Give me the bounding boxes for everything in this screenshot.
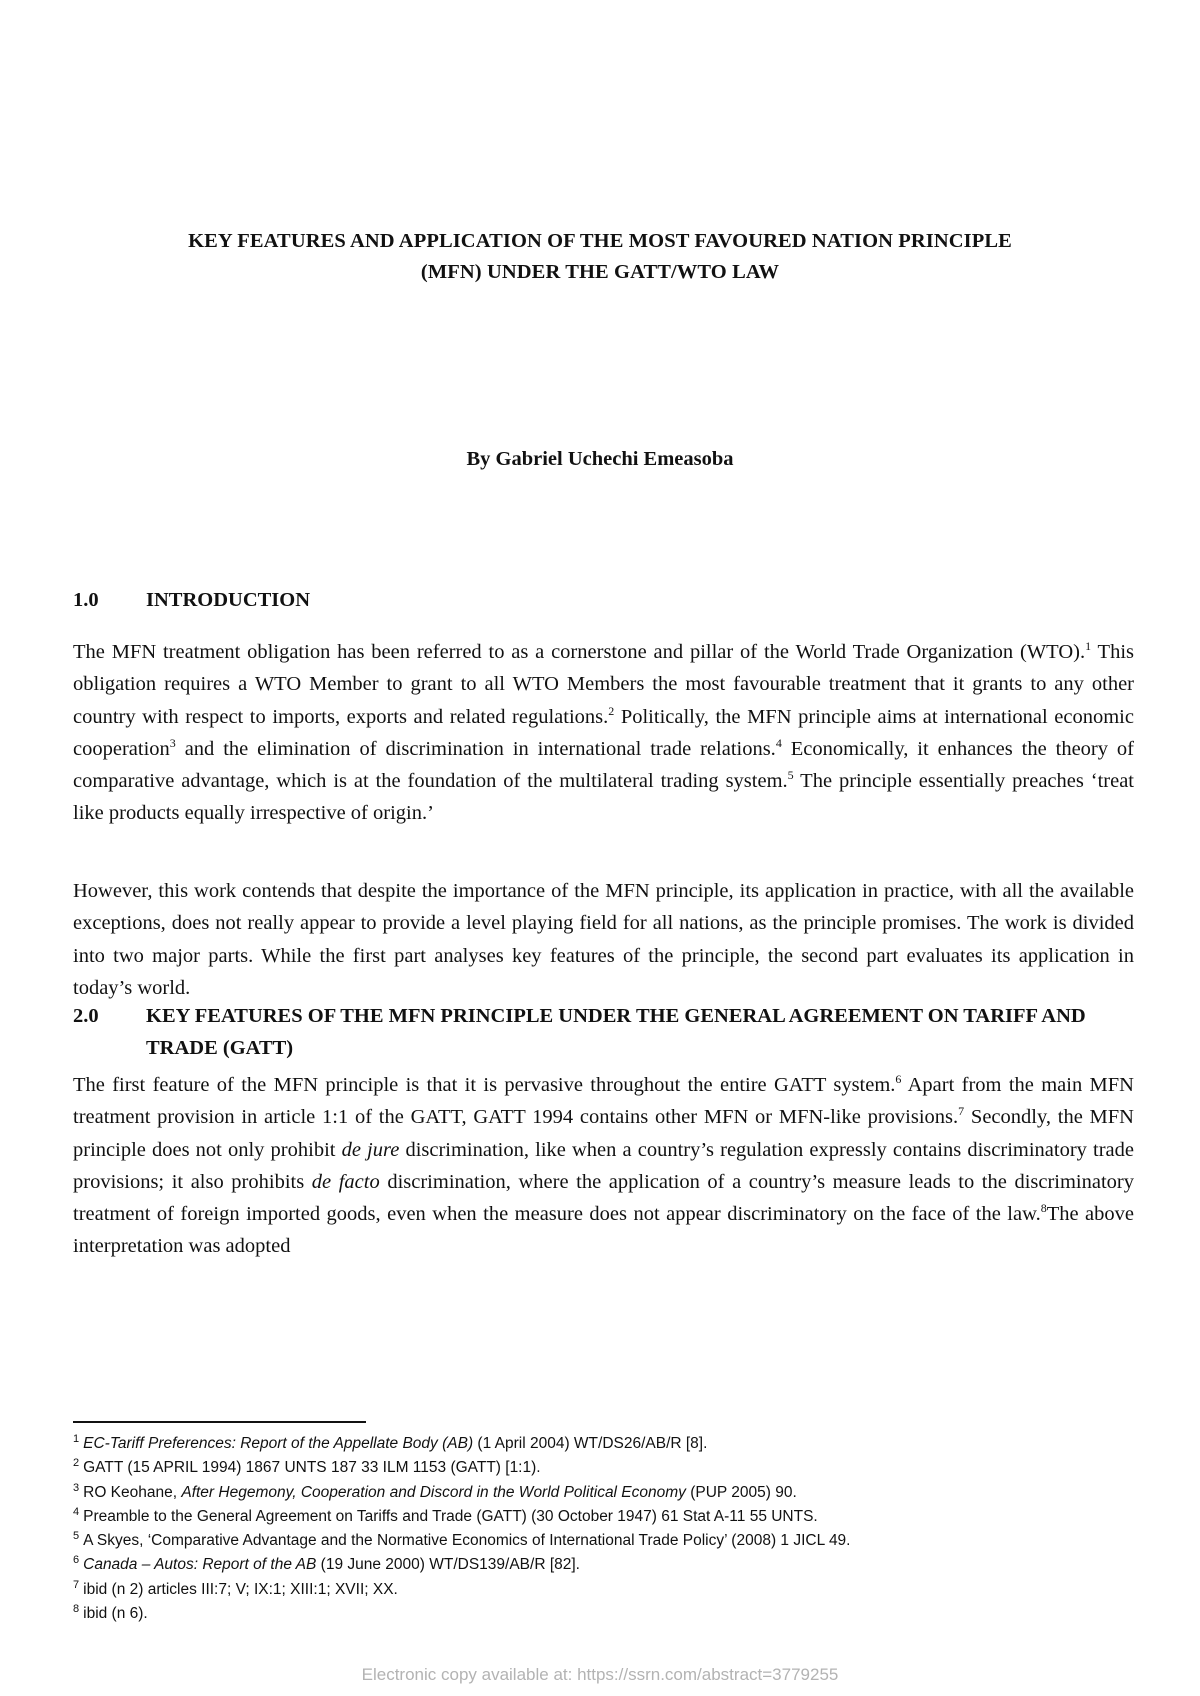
footnote-ref-5[interactable]: 5 bbox=[787, 768, 794, 783]
footnote-ref-2[interactable]: 2 bbox=[608, 703, 615, 718]
footnote-ref-7[interactable]: 7 bbox=[958, 1104, 965, 1119]
section-1-paragraph-1: The MFN treatment obligation has been referred to as a cornerstone and pillar of the World Trade Organization (WTO).$^1$ This obligation requires a WTO Member to grant to all WTO Members the most favourable treatment that it grants to any other country with respect to imports, exports and related regulations.$^2$ Politically, the MFN principle aims at international economic cooperation$^3$ and the elimination of discrimination in international trade relations.$^4$ Economically, it enhances the theory of comparative advantage, which is at the foundation of the multilateral trading system.$^5$ The principle essentially preaches ‘treat like products equally irrespective of origin.’ bbox=[73, 639, 1134, 825]
section-2-paragraph-1: The first feature of the MFN principle is that it is pervasive throughout the entire GATT system.$^6$ Apart from the main MFN treatment provision in article 1:1 of the GATT, GATT 1994 contains other MFN or MFN-like provisions.$^7$ Secondly, the MFN principle does not only prohibit de jure discrimination, like when a country’s regulation expressly contains discriminatory trade provisions; it also prohibits de facto discrimination, where the application of a country’s measure leads to the discriminatory treatment of foreign imported goods, even when the measure does not appear discriminatory on the face of the law.$^8$The above interpretation was adopted bbox=[73, 1072, 1135, 1258]
section-1-title: INTRODUCTION bbox=[146, 589, 311, 611]
footnote-6: $^6$ Canada – Autos: Report of the AB (19 June 2000) WT/DS139/AB/R [82]. bbox=[73, 1554, 580, 1574]
footnote-1: $^1$ EC-Tariff Preferences: Report of the Appellate Body (AB) (1 April 2004) WT/DS26/AB/R [8]. bbox=[73, 1433, 708, 1452]
title-line-1: KEY FEATURES AND APPLICATION OF THE MOST FAVOURED NATION PRINCIPLE bbox=[188, 230, 1012, 252]
paper-title bbox=[60, 226, 1140, 288]
section-2-title: KEY FEATURES OF THE MFN PRINCIPLE UNDER THE GENERAL AGREEMENT ON TARIFF AND TRADE (GATT) bbox=[146, 1005, 1086, 1059]
footnote-ref-6[interactable]: 6 bbox=[895, 1072, 902, 1086]
title-line-2: (MFN) UNDER THE GATT/WTO LAW bbox=[420, 261, 780, 283]
footnote-ref-4[interactable]: 4 bbox=[775, 735, 782, 750]
footnote-separator bbox=[73, 1421, 366, 1423]
section-1-heading bbox=[73, 584, 1133, 616]
footnote-8: $^8$ ibid (n 6). bbox=[73, 1603, 148, 1623]
ssrn-footer-link[interactable]: Electronic copy available at: https://ssrn.com/abstract=3779255 bbox=[361, 1665, 839, 1684]
footnote-3: $^3$ RO Keohane, After Hegemony, Cooperation and Discord in the World Political Economy (PUP 2005) 90. bbox=[73, 1481, 797, 1501]
footnote-5: $^5$ A Skyes, ‘Comparative Advantage and the Normative Economics of International Trade Policy’ (2008) 1 JICL 49. bbox=[73, 1530, 851, 1550]
section-2-heading bbox=[73, 1000, 1133, 1064]
footnote-2: $^2$ GATT (15 APRIL 1994) 1867 UNTS 187 33 ILM 1153 (GATT) [1:1). bbox=[73, 1457, 541, 1477]
footnote-ref-1[interactable]: 1 bbox=[1085, 639, 1092, 653]
footnote-ref-8[interactable]: 8 bbox=[1040, 1201, 1047, 1216]
section-2-number: 2.0 bbox=[73, 1005, 99, 1027]
footnote-7: $^7$ ibid (n 2) articles III:7; V; IX:1; XIII:1; XVII; XX. bbox=[73, 1578, 398, 1598]
section-1-number: 1.0 bbox=[73, 589, 99, 611]
footnote-4: $^4$ Preamble to the General Agreement on Tariffs and Trade (GATT) (30 October 1947) 61 Stat A-11 55 UNTS. bbox=[73, 1505, 818, 1525]
footnote-ref-3[interactable]: 3 bbox=[169, 735, 176, 750]
author-byline: By Gabriel Uchechi Emeasoba bbox=[466, 448, 734, 470]
footnotes bbox=[73, 1432, 1133, 1626]
section-1-paragraph-2: However, this work contends that despite the importance of the MFN principle, its application in practice, with all the available exceptions, does not really appear to provide a level playing field for all nations, as the principle promises. The work is divided into two major parts. While the first part analyses key features of the principle, the second part evaluates its application in today’s world. bbox=[73, 880, 1134, 999]
